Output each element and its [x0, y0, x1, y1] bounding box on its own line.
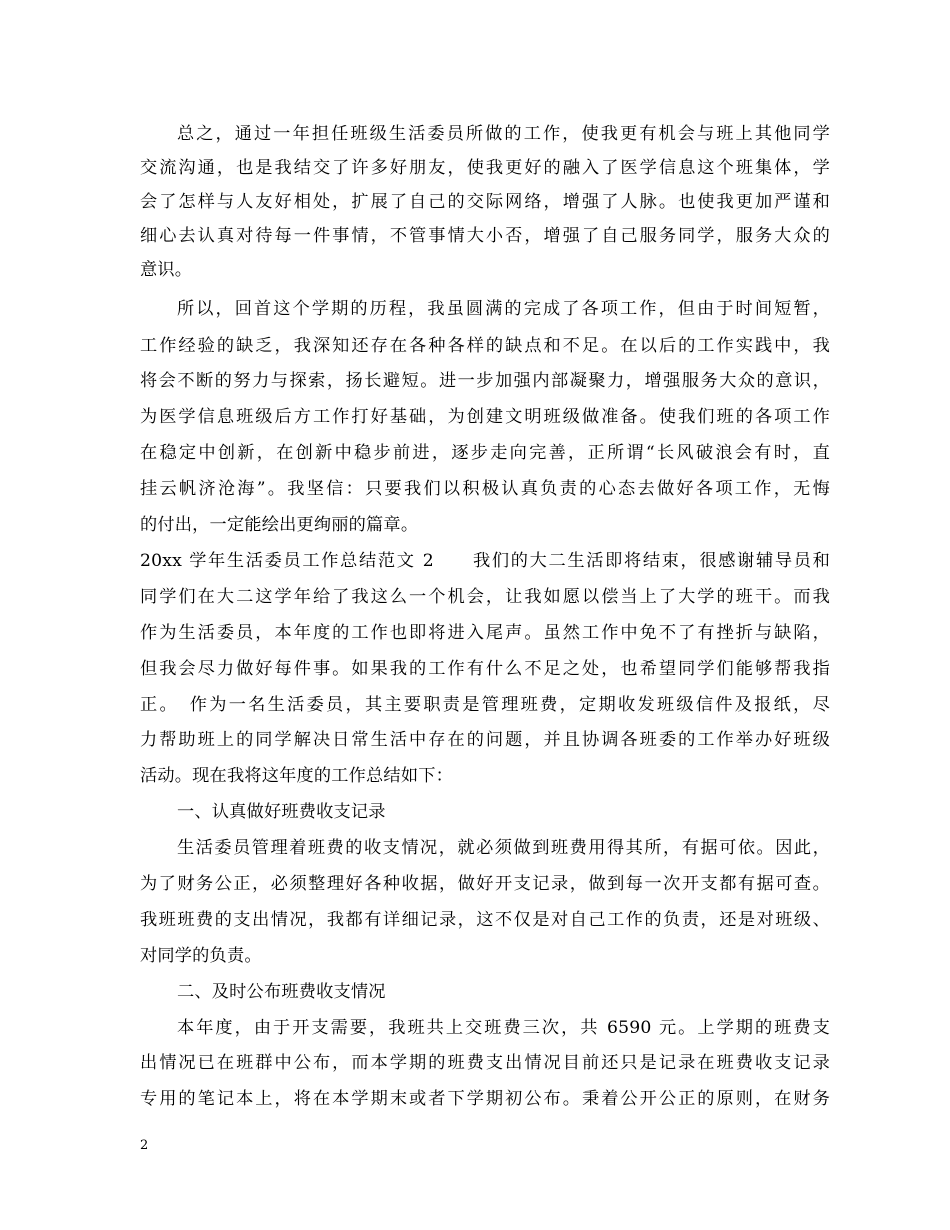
- text-line: 专用的笔记本上，将在本学期末或者下学期初公布。秉着公开公正的原则，在财务: [140, 1089, 830, 1109]
- text-line: 为了财务公正，必须整理好各种收据，做好开支记录，做到每一次开支都有据可查。: [140, 874, 830, 894]
- text-line: 的付出，一定能绘出更绚丽的篇章。: [140, 515, 419, 535]
- text-line: 会了怎样与人友好相处，扩展了自己的交际网络，增强了人脉。也使我更加严谨和: [140, 192, 830, 212]
- text-line: 在稳定中创新，在创新中稳步前进，逐步走向完善，正所谓“长风破浪会有时，直: [140, 443, 830, 463]
- text-line: 我班班费的支出情况，我都有详细记录，这不仅是对自己工作的负责，还是对班级、: [140, 910, 830, 930]
- text-line: 本年度，由于开支需要，我班共上交班费三次，共 6590 元。上学期的班费支: [177, 1018, 830, 1038]
- text-line: 将会不断的努力与探索，扬长避短。进一步加强内部凝聚力，增强服务大众的意识，: [140, 371, 830, 391]
- text-line: 意识。: [140, 260, 193, 280]
- text-line: 为医学信息班级后方工作打好基础，为创建文明班级做准备。使我们班的各项工作: [140, 407, 830, 427]
- text-line: 挂云帆济沧海”。我坚信：只要我们以积极认真负责的心态去做好各项工作，无悔: [140, 479, 830, 499]
- text-line: 但我会尽力做好每件事。如果我的工作有什么不足之处，也希望同学们能够帮我指: [140, 659, 830, 679]
- section-heading: 一、认真做好班费收支记录: [177, 802, 386, 822]
- text-line: 正。 作为一名生活委员，其主要职责是管理班费，定期收发班级信件及报纸，尽: [140, 695, 830, 715]
- text-line: 交流沟通，也是我结交了许多好朋友，使我更好的融入了医学信息这个班集体，学: [140, 158, 830, 178]
- text-line: 出情况已在班群中公布，而本学期的班费支出情况目前还只是记录在班费收支记录: [140, 1053, 830, 1073]
- section-heading: 二、及时公布班费收支情况: [177, 982, 386, 1002]
- text-line: 力帮助班上的同学解决日常生活中存在的问题，并且协调各班委的工作举办好班级: [140, 730, 830, 750]
- text-line: 细心去认真对待每一件事情，不管事情大小否，增强了自己服务同学，服务大众的: [140, 226, 830, 246]
- text-line: 工作经验的缺乏，我深知还存在各种各样的缺点和不足。在以后的工作实践中，我: [140, 336, 830, 356]
- text-line: 总之，通过一年担任班级生活委员所做的工作，使我更有机会与班上其他同学: [177, 124, 830, 144]
- text-line: 作为生活委员，本年度的工作也即将进入尾声。虽然工作中免不了有挫折与缺陷，: [140, 623, 830, 643]
- text-line: 活动。现在我将这年度的工作总结如下：: [140, 766, 453, 786]
- page-number: 2: [140, 1138, 149, 1153]
- section-heading-line: 20xx 学年生活委员工作总结范文 2 我们的大二生活即将结束，很感谢辅导员和: [140, 551, 830, 571]
- text-line: 生活委员管理着班费的收支情况，就必须做到班费用得其所，有据可依。因此，: [177, 838, 830, 858]
- text-line: 同学们在大二这学年给了我这么一个机会，让我如愿以偿当上了大学的班干。而我: [140, 587, 830, 607]
- text-line: 对同学的负责。: [140, 946, 262, 966]
- text-line: 所以，回首这个学期的历程，我虽圆满的完成了各项工作，但由于时间短暂，: [177, 299, 830, 319]
